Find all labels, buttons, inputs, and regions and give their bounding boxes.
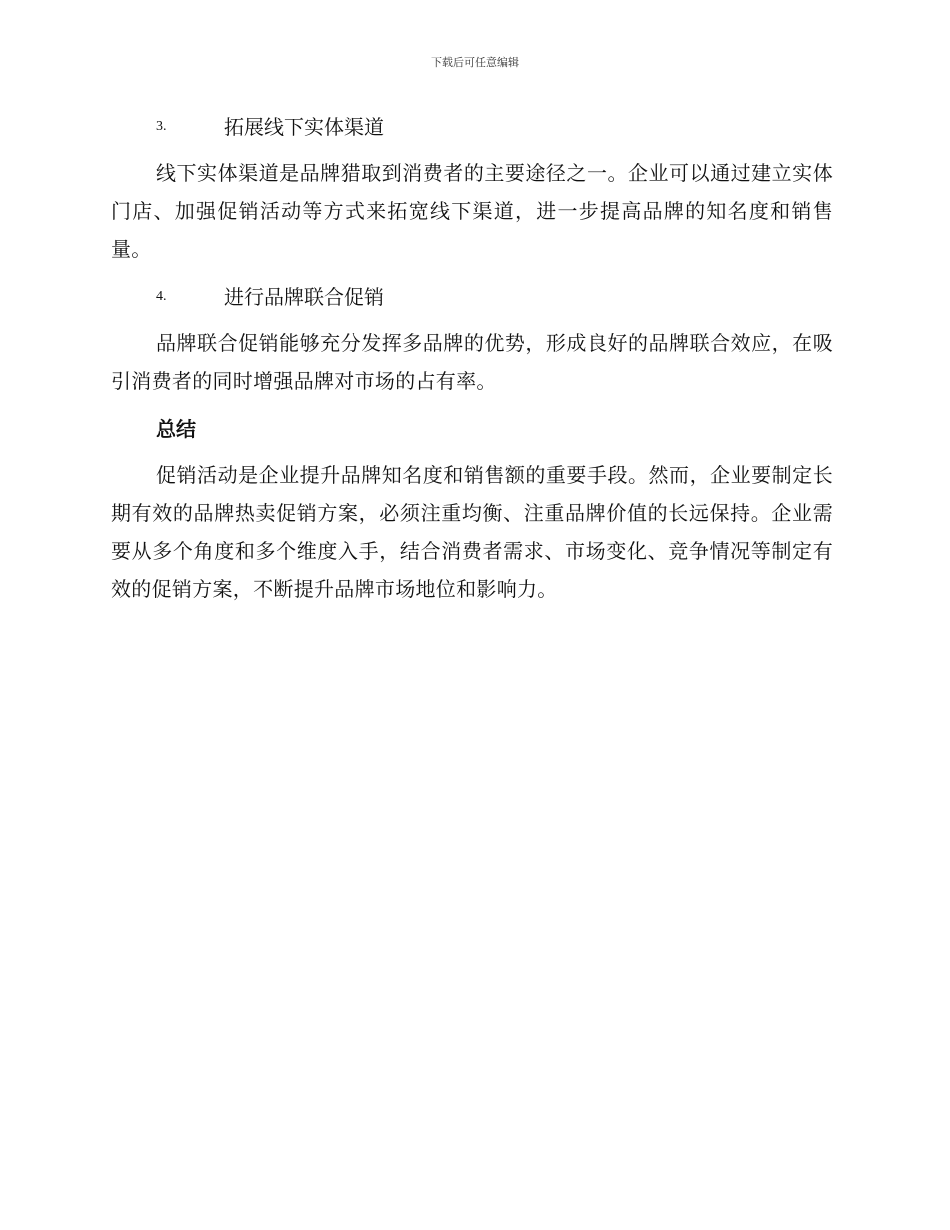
document-body: [111, 110, 833, 620]
summary-heading: 总结: [156, 417, 196, 441]
section-heading-4: [111, 280, 833, 314]
section-paragraph-4: 品牌联合促销能够充分发挥多品牌的优势，形成良好的品牌联合效应，在吸引消费者的同时增强品牌对市场的占有率。: [111, 331, 833, 393]
section-heading-3: [111, 110, 833, 144]
section-number: 3.: [156, 119, 167, 134]
section-paragraph-3: 线下实体渠道是品牌猎取到消费者的主要途径之一。企业可以通过建立实体门店、加强促销活动等方式来拓宽线下渠道，进一步提高品牌的知名度和销售量。: [111, 161, 833, 261]
section-number: 4.: [156, 289, 167, 304]
header-note: 下载后可任意编辑: [431, 56, 519, 69]
section-title: 进行品牌联合促销: [224, 285, 384, 309]
summary-paragraph: 促销活动是企业提升品牌知名度和销售额的重要手段。然而，企业要制定长期有效的品牌热卖促销方案，必须注重均衡、注重品牌价值的长远保持。企业需要从多个角度和多个维度入手，结合消费者需求、市场变化、竞争情况等制定有效的促销方案，不断提升品牌市场地位和影响力。: [111, 463, 833, 601]
section-title: 拓展线下实体渠道: [224, 115, 384, 139]
